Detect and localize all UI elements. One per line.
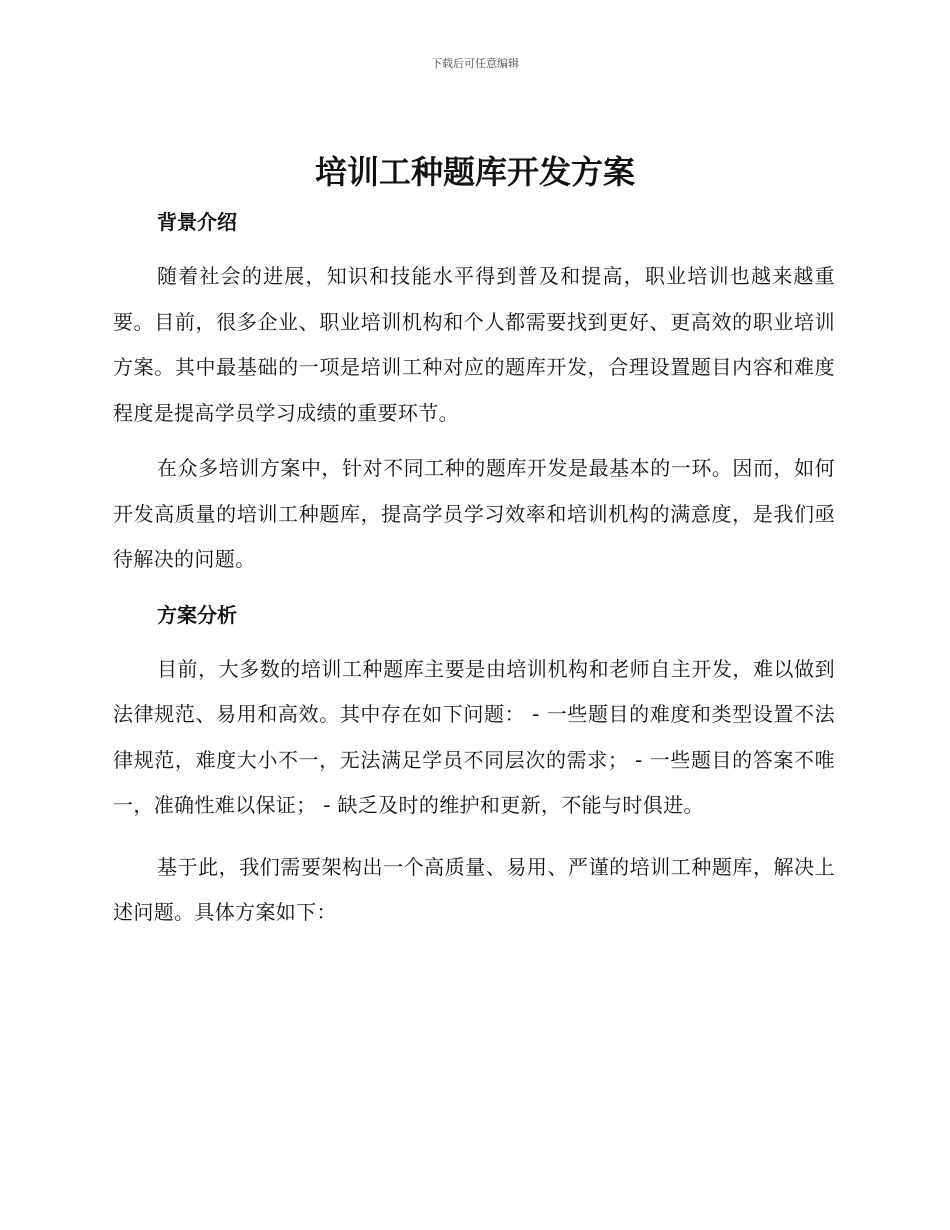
paragraph-background-1: 随着社会的进展，知识和技能水平得到普及和提高，职业培训也越来越重要。目前，很多企业、职业培训机构和个人都需要找到更好、更高效的职业培训方案。其中最基础的一项是培训工种对应的题库开发，合理设置题目内容和难度程度是提高学员学习成绩的重要环节。: [113, 264, 835, 425]
section-heading-background: 背景介绍: [157, 210, 237, 234]
header-note: 下载后可任意编辑: [431, 57, 519, 70]
section-heading-analysis: 方案分析: [157, 602, 237, 627]
paragraph-analysis-2: 基于此，我们需要架构出一个高质量、易用、严谨的培训工种题库，解决上述问题。具体方案如下：: [113, 854, 835, 924]
paragraph-analysis-1: 目前，大多数的培训工种题库主要是由培训机构和老师自主开发，难以做到法律规范、易用和高效。其中存在如下问题： - 一些题目的难度和类型设置不法律规范，难度大小不一，无法满足学员不同层次的需求； - 一些题目的答案不唯一，准确性难以保证； - 缺乏及时的维护和更新，不能与时俱进。: [113, 656, 835, 817]
document-title: 培训工种题库开发方案: [314, 153, 635, 191]
paragraph-background-2: 在众多培训方案中，针对不同工种的题库开发是最基本的一环。因而，如何开发高质量的培训工种题库，提高学员学习效率和培训机构的满意度，是我们亟待解决的问题。: [113, 456, 835, 571]
document-body: [113, 200, 835, 936]
